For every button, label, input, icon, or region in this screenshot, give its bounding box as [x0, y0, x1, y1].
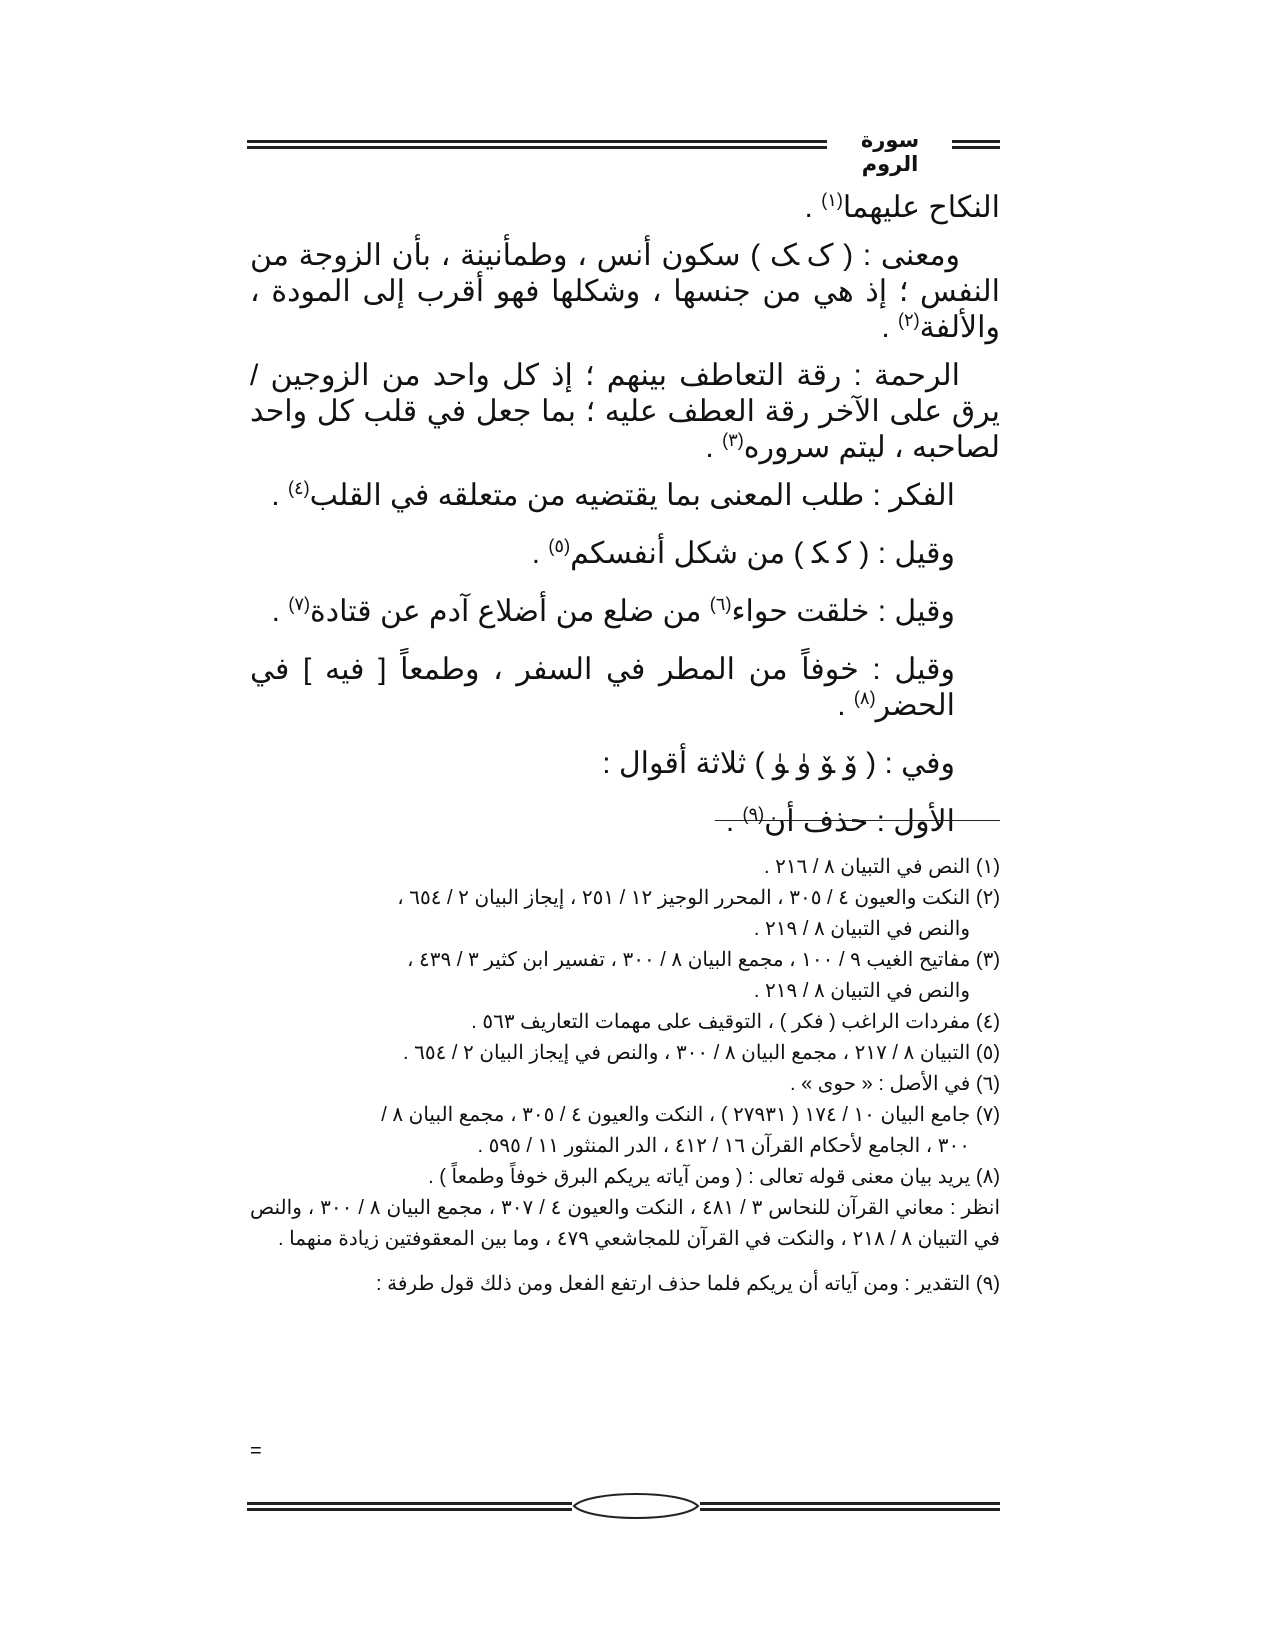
- paragraph-3: الرحمة : رقة التعاطف بينهم ؛ إذ كل واحد من الزوجين / يرق على الآخر رقة العطف عليه ؛ بما جعل في قلب كل واحد لصاحبه ، ليتم سروره$^{(٣)}$ .: [250, 359, 1000, 464]
- paragraph-6: وقيل : خلقت حواء$^{(٦)}$ من ضلع من أضلاع آدم عن قتادة$^{(٧)}$ .: [271, 594, 955, 628]
- footer-rule-right: [700, 1502, 1000, 1511]
- footnote-ref-7[interactable]: (٧): [288, 594, 311, 614]
- footnote-5: (٥) التبيان ٨ / ٢١٧ ، مجمع البيان ٨ / ٣٠٠ ، والنص في إيجاز البيان ٢ / ٦٥٤ .: [402, 1042, 1000, 1064]
- continuation-mark: =: [250, 1440, 262, 1462]
- footnote-ref-2[interactable]: (٢): [897, 310, 920, 330]
- footnote-1: (١) النص في التبيان ٨ / ٢١٦ .: [763, 856, 1000, 878]
- footnote-separator: [715, 820, 1000, 821]
- footer-rule-left: [247, 1502, 572, 1511]
- footnote-2: (٢) النكت والعيون ٤ / ٣٠٥ ، المحرر الوجيز ١٢ / ٢٥١ ، إيجاز البيان ٢ / ٦٥٤ ، والنص في التبيان ٨ / ٢١٩ .: [397, 887, 1000, 940]
- paragraph-9: الأول : حذف أن$^{(٩)}$ .: [725, 804, 955, 838]
- paragraph-5: وقيل : ( ﮐ ﮑ ) من شكل أنفسكم$^{(٥)}$ .: [531, 536, 955, 570]
- header-rule-long: [247, 140, 827, 149]
- footnote-ref-5[interactable]: (٥): [548, 536, 571, 556]
- footnote-6: (٦) في الأصل : « حوى » .: [789, 1073, 1000, 1095]
- footnote-ref-4[interactable]: (٤): [287, 478, 310, 498]
- footnote-3: (٣) مفاتيح الغيب ٩ / ١٠٠ ، مجمع البيان ٨ / ٣٠٠ ، تفسير ابن كثير ٣ / ٤٣٩ ، والنص في التبيان ٨ / ٢١٩ .: [407, 949, 1000, 1002]
- footnote-8: (٨) يريد بيان معنى قوله تعالى : ( ومن آياته يريكم البرق خوفاً وطمعاً ) . انظر : معاني القرآن للنحاس ٣ / ٤٨١ ، النكت والعيون ٤ / ٣٠٧ ، مجمع البيان ٨ / ٣٠٠ ، والنص في التبيان ٨ / ٢١٨ ، والنكت في القرآن للمجاشعي ٤٧٩ ، وما بين المعقوفتين زيادة منهما .: [250, 1166, 1001, 1250]
- footnote-9: (٩) التقدير : ومن آياته أن يريكم فلما حذف ارتفع الفعل ومن ذلك قول طرفة :: [376, 1273, 1000, 1295]
- footnote-4: (٤) مفردات الراغب ( فكر ) ، التوقيف على مهمات التعاريف ٥٦٣ .: [471, 1011, 1000, 1033]
- header-rule-short: [952, 140, 1000, 149]
- footnote-ref-9[interactable]: (٩): [742, 804, 765, 824]
- paragraph-2: ومعنى : ( ﮎ ﮏ ) سكون أنس ، وطمأنينة ، بأن الزوجة من النفس ؛ إذ هي من جنسها ، وشكلها فهو أقرب إلى المودة ، والألفة$^{(٢)}$ .: [250, 239, 1000, 344]
- paragraph-4: الفكر : طلب المعنى بما يقتضيه من متعلقه في القلب$^{(٤)}$ .: [271, 478, 955, 512]
- footnotes: [250, 852, 1000, 1300]
- main-text: [250, 190, 1000, 862]
- footnote-ref-6[interactable]: (٦): [709, 594, 732, 614]
- surah-title: سورة الروم: [860, 128, 920, 176]
- footnote-ref-3[interactable]: (٣): [722, 430, 744, 450]
- paragraph-1: النكاح عليهما$^{(١)}$ .: [804, 190, 1000, 224]
- paragraph-7: وقيل : خوفاً من المطر في السفر ، وطمعاً [ فيه ] في الحضر$^{(٨)}$ .: [250, 653, 955, 722]
- paragraph-8: وفي : ( ﯙ ﯚ ﯛ ﯜ ) ثلاثة أقوال :: [602, 747, 955, 780]
- footnote-7: (٧) جامع البيان ١٠ / ١٧٤ ( ٢٧٩٣١ ) ، النكت والعيون ٤ / ٣٠٥ ، مجمع البيان ٨ / ٣٠٠ ، الجامع لأحكام القرآن ١٦ / ٤١٢ ، الدر المنثور ١١ / ٥٩٥ .: [381, 1104, 1000, 1157]
- page-number-ornament: [570, 1488, 702, 1524]
- footnote-ref-1[interactable]: (١): [821, 190, 843, 210]
- footnote-ref-8[interactable]: (٨): [853, 688, 876, 708]
